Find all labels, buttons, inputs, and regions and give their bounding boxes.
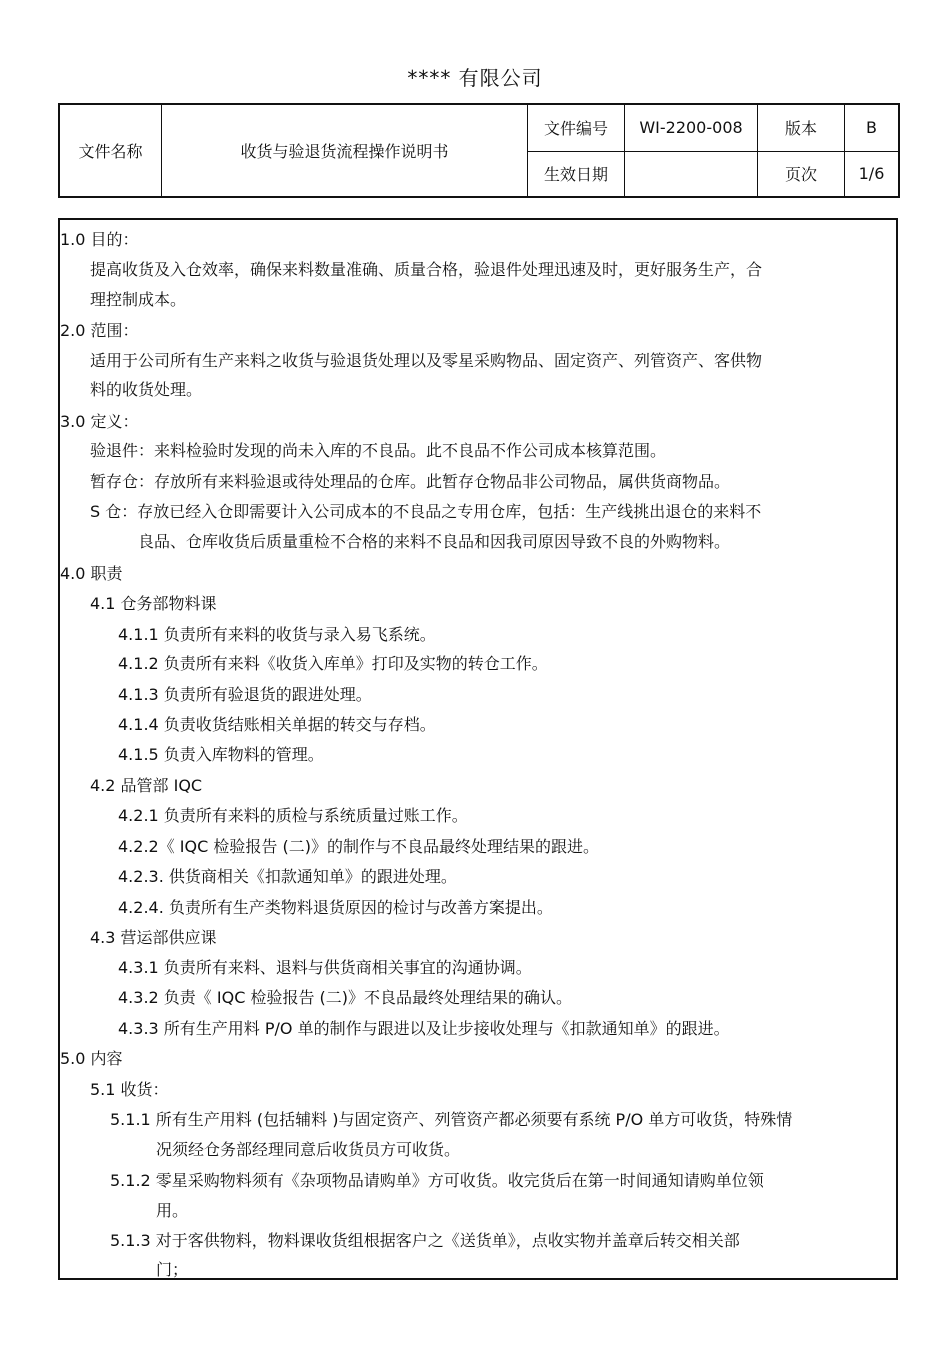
definition-return-parts: 验退件：来料检验时发现的尚未入库的不良品。此不良品不作公司成本核算范围。 (90, 441, 667, 460)
item-5-1-2-line-1: 5.1.2 零星采购物料须有《杂项物品请购单》方可收货。收完货后在第一时间通知请购单位领 (110, 1171, 764, 1190)
version-label: 版本 (758, 104, 845, 151)
section-4-3-heading: 4.3 营运部供应课 (90, 928, 217, 947)
item-4-1-1: 4.1.1 负责所有来料的收货与录入易飞系统。 (118, 625, 436, 644)
item-4-3-1: 4.3.1 负责所有来料、退料与供货商相关事宜的沟通协调。 (118, 958, 532, 977)
item-5-1-1-line-2: 况须经仓务部经理同意后收货员方可收货。 (156, 1140, 461, 1159)
item-5-1-3-line-1: 5.1.3 对于客供物料，物料课收货组根据客户之《送货单》，点收实物并盖章后转交相关部 (110, 1231, 740, 1250)
effective-date-label: 生效日期 (528, 151, 625, 197)
item-4-2-1: 4.2.1 负责所有来料的质检与系统质量过账工作。 (118, 806, 468, 825)
item-4-1-2: 4.1.2 负责所有来料《收货入库单》打印及实物的转仓工作。 (118, 654, 548, 673)
effective-date-value (625, 151, 758, 197)
section-2-heading: 2.0 范围： (60, 321, 139, 340)
purpose-text-line-1: 提高收货及入仓效率，确保来料数量准确、质量合格，验退件处理迅速及时，更好服务生产，合 (90, 260, 763, 279)
section-3-heading: 3.0 定义： (60, 412, 139, 431)
item-4-3-2: 4.3.2 负责《 IQC 检验报告 (二)》不良品最终处理结果的确认。 (118, 988, 573, 1007)
doc-no-label: 文件编号 (528, 104, 625, 151)
item-5-1-3-line-2: 门； (156, 1260, 189, 1279)
item-4-1-5: 4.1.5 负责入库物料的管理。 (118, 745, 324, 764)
page-value: 1/6 (845, 151, 900, 197)
section-5-1-heading: 5.1 收货： (90, 1080, 169, 1099)
definition-s-warehouse-line-1: S 仓：存放已经入仓即需要计入公司成本的不良品之专用仓库，包括：生产线挑出退仓的来料不 (90, 502, 762, 521)
item-5-1-1-line-1: 5.1.1 所有生产用料 (包括辅料 )与固定资产、列管资产都必须要有系统 P/O 单方可收货，特殊情 (110, 1110, 793, 1129)
item-5-1-2-line-2: 用。 (156, 1201, 189, 1220)
item-4-2-3: 4.2.3. 供货商相关《扣款通知单》的跟进处理。 (118, 867, 457, 886)
version-value: B (845, 104, 900, 151)
definition-temp-warehouse: 暂存仓：存放所有来料验退或待处理品的仓库。此暂存仓物品非公司物品，属供货商物品。 (90, 472, 731, 491)
document-content (58, 218, 898, 1280)
company-name: **** 有限公司 (407, 66, 543, 90)
doc-name-label: 文件名称 (59, 104, 162, 197)
section-1-heading: 1.0 目的： (60, 230, 139, 249)
purpose-text-line-2: 理控制成本。 (90, 290, 187, 309)
item-4-1-4: 4.1.4 负责收货结账相关单据的转交与存档。 (118, 715, 436, 734)
section-4-heading: 4.0 职责 (60, 564, 123, 583)
definition-s-warehouse-line-2: 良品、仓库收货后质量重检不合格的来料不良品和因我司原因导致不良的外购物料。 (138, 532, 731, 551)
section-4-2-heading: 4.2 品管部 IQC (90, 776, 203, 795)
doc-no-value: WI-2200-008 (625, 104, 758, 151)
scope-text-line-2: 料的收货处理。 (90, 380, 203, 399)
section-5-heading: 5.0 内容 (60, 1049, 123, 1068)
page-label: 页次 (758, 151, 845, 197)
item-4-2-4: 4.2.4. 负责所有生产类物料退货原因的检讨与改善方案提出。 (118, 898, 553, 917)
item-4-1-3: 4.1.3 负责所有验退货的跟进处理。 (118, 685, 372, 704)
item-4-2-2: 4.2.2《 IQC 检验报告 (二)》的制作与不良品最终处理结果的跟进。 (118, 837, 599, 856)
item-4-3-3: 4.3.3 所有生产用料 P/O 单的制作与跟进以及让步接收处理与《扣款通知单》的跟进。 (118, 1019, 730, 1038)
section-4-1-heading: 4.1 仓务部物料课 (90, 594, 217, 613)
document-header-table (58, 103, 900, 198)
scope-text-line-1: 适用于公司所有生产来料之收货与验退货处理以及零星采购物品、固定资产、列管资产、客供物 (90, 351, 763, 370)
doc-name-value: 收货与验退货流程操作说明书 (162, 104, 528, 197)
